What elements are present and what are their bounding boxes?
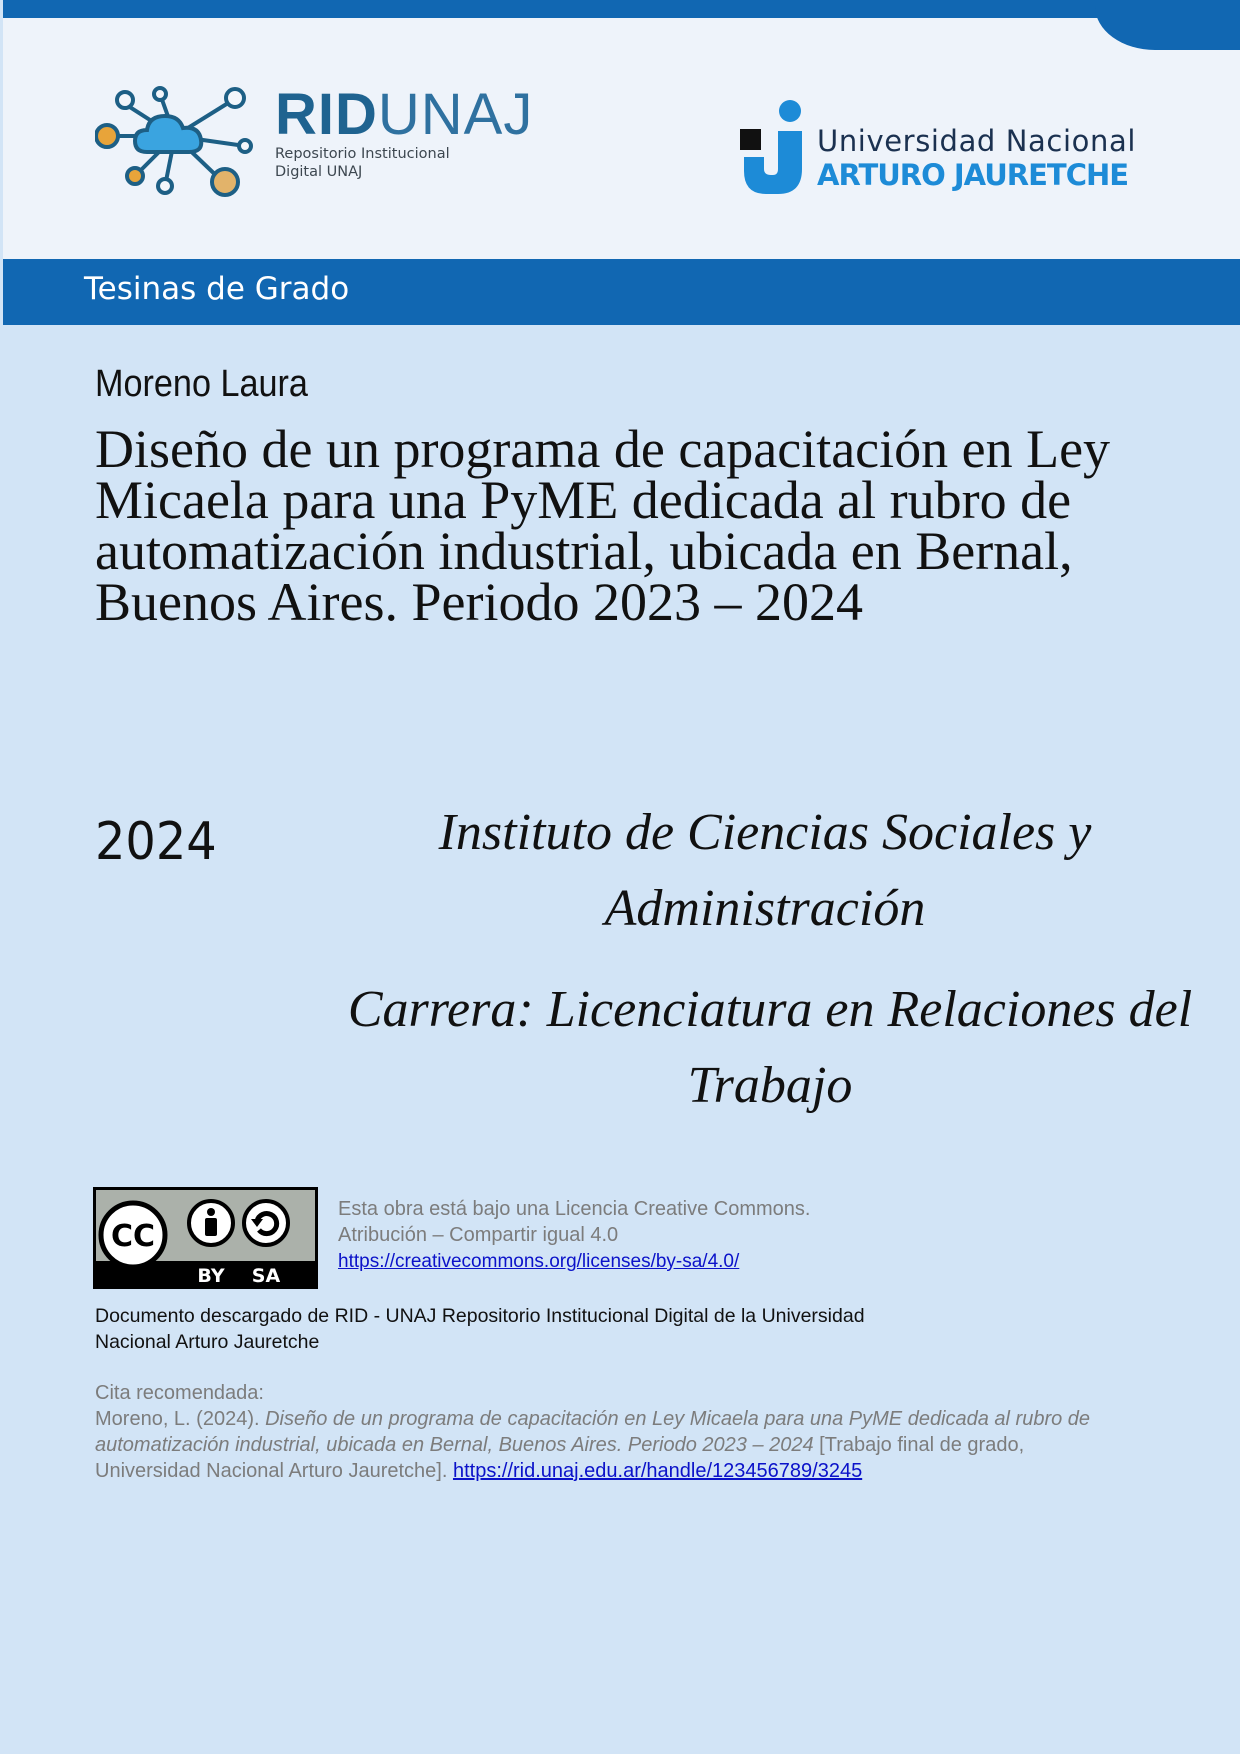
download-notice-line2: Nacional Arturo Jauretche (95, 1331, 320, 1353)
attribution-person-icon (189, 1201, 233, 1245)
top-curve-decoration (1095, 0, 1240, 50)
cc-badge-text: CC (110, 1219, 156, 1254)
badge-sa-text: SA (251, 1265, 281, 1287)
publication-year: 2024 (95, 812, 217, 872)
career-line2: Trabajo (687, 1057, 853, 1114)
license-line1: Esta obra está bajo una Licencia Creative Commons. (338, 1198, 811, 1220)
category-label: Tesinas de Grado (84, 271, 350, 307)
rid-subtitle (275, 145, 533, 181)
cc-by-sa-badge (93, 1187, 318, 1289)
badge-by-text: BY (197, 1265, 225, 1287)
career-line1: Carrera: Licenciatura en Relaciones del (347, 981, 1193, 1038)
rid-subtitle-line2: Digital UNAJ (275, 164, 363, 180)
rid-wordmark (275, 82, 534, 181)
license-link[interactable]: https://creativecommons.org/licenses/by-sa/4.0/ (338, 1251, 740, 1272)
download-notice-line1: Documento descargado de RID - UNAJ Repositorio Institucional Digital de la Universidad (95, 1305, 865, 1327)
rid-logo-light: UNAJ (377, 82, 534, 147)
unaj-name-line1: Universidad Nacional (817, 124, 1136, 158)
unaj-wordmark (817, 124, 1136, 192)
rid-logo-bold: RID (275, 82, 378, 147)
category-band (3, 259, 1240, 325)
license-line2: Atribución – Compartir igual 4.0 (338, 1224, 619, 1246)
institute-line1: Instituto de Ciencias Sociales y (438, 804, 1092, 861)
header (3, 0, 1240, 259)
citation-prefix: Moreno, L. (2024). (95, 1408, 266, 1430)
institute-name (360, 795, 1170, 947)
rid-subtitle-line1: Repositorio Institucional (275, 146, 450, 162)
top-stripe (3, 0, 1240, 18)
license-text (338, 1196, 810, 1275)
citation-title: Diseño de un programa de capacitación en Ley Micaela para una PyME dedicada al rubro de automatización industrial, ubicada en Bernal, Buenos Aires. Periodo 2023 – 2024 (95, 1408, 1091, 1456)
citation-link[interactable]: https://rid.unaj.edu.ar/handle/123456789/3245 (452, 1460, 863, 1482)
unaj-name-line2: ARTURO JAURETCHE (817, 158, 1129, 192)
download-notice (95, 1303, 955, 1355)
unaj-j-logo-icon (740, 97, 806, 197)
institute-line2: Administración (604, 880, 926, 937)
thesis-title: Diseño de un programa de capacitación en Ley Micaela para una PyME dedicada al rubro de automatización industrial, ubicada en Bernal, Buenos Aires. Periodo 2023 – 2024 (95, 419, 1111, 632)
citation-body (95, 1406, 1135, 1484)
author-name: Moreno Laura (95, 363, 308, 405)
citation-label: Cita recomendada: (95, 1382, 264, 1404)
career-name (340, 972, 1200, 1124)
citation-suffix: [Trabajo final de grado, Universidad Nacional Arturo Jauretche]. (95, 1434, 1025, 1482)
recommended-citation (95, 1380, 1135, 1484)
rid-network-cloud-icon (95, 86, 255, 202)
share-alike-icon (244, 1201, 288, 1245)
